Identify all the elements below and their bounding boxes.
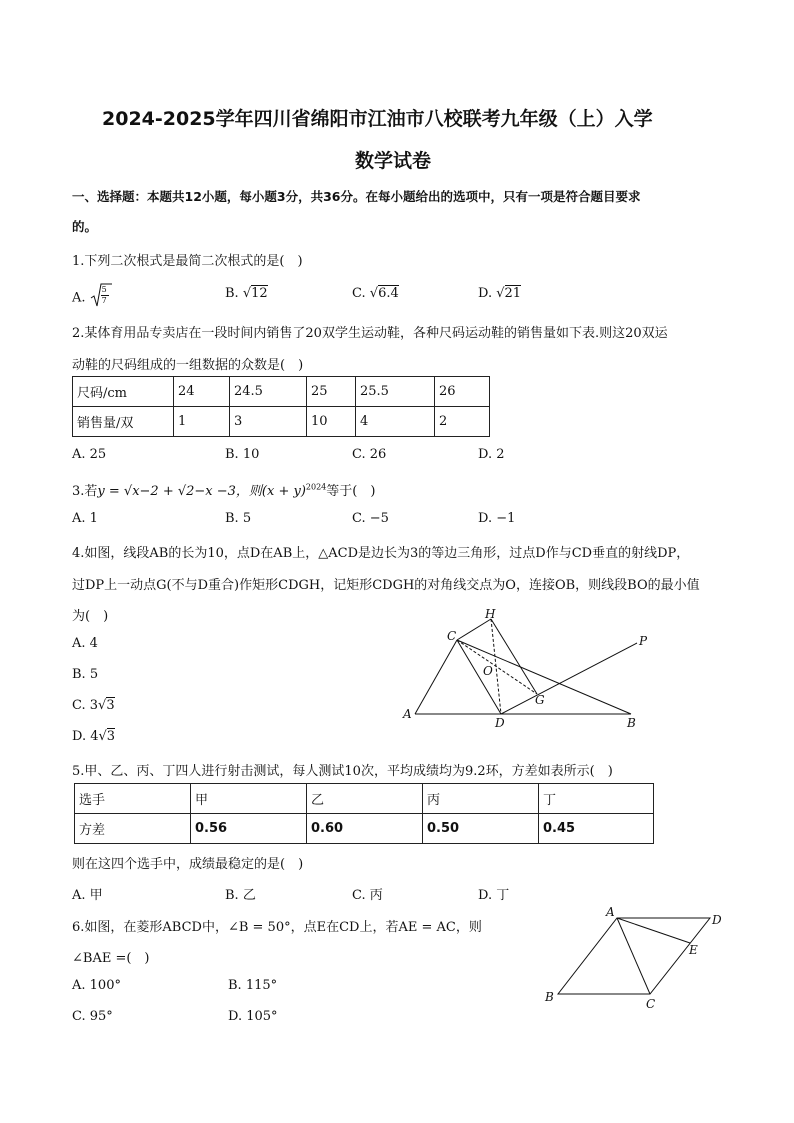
q4-option-a: A. 4	[72, 636, 98, 651]
q2-option-d: D. 2	[478, 447, 505, 462]
table-cell: 选手	[75, 784, 191, 814]
table-cell: 26	[435, 377, 490, 407]
q3-option-d: D. −1	[478, 511, 516, 526]
q1-stem: 1.下列二次根式是最简二次根式的是( )	[72, 254, 303, 269]
q1-option-b: B. √12	[225, 286, 268, 301]
q2-stem-line2: 动鞋的尺码组成的一组数据的众数是( )	[72, 358, 304, 373]
page-title: 2024-2025学年四川省绵阳市江油市八校联考九年级（上）入学	[102, 108, 653, 130]
q6-stem-line2: ∠BAE =( )	[72, 951, 150, 966]
table-row	[73, 407, 490, 437]
q6-option-d: D. 105°	[228, 1009, 278, 1024]
q5-option-b: B. 乙	[225, 888, 256, 903]
label-B: B	[545, 990, 554, 1004]
q2-table	[72, 376, 490, 437]
q3-option-b: B. 5	[225, 511, 252, 526]
label-O: O	[483, 664, 493, 678]
q1-option-a	[72, 286, 112, 310]
q4-stem-line1: 4.如图，线段AB的长为10，点D在AB上，△ACD是边长为3的等边三角形，过点D作与CD垂直的射线DP，	[72, 546, 690, 561]
radical-fraction: $\frac{5}{7}$	[90, 286, 112, 310]
table-row	[75, 784, 654, 814]
label-P: P	[639, 634, 648, 648]
table-cell: 丁	[539, 784, 654, 814]
table-cell: 24	[174, 377, 230, 407]
table-cell: 乙	[307, 784, 423, 814]
q5-stem: 5.甲、乙、丙、丁四人进行射击测试，每人测试10次，平均成绩均为9.2环，方差如表所示( )	[72, 764, 613, 779]
segment-CH	[457, 619, 491, 640]
label-D: D	[712, 913, 722, 927]
q5-option-d: D. 丁	[478, 888, 510, 903]
label-H: H	[485, 607, 496, 621]
table-cell: 24.5	[230, 377, 307, 407]
q4-stem-line3: 为( )	[72, 609, 109, 624]
table-cell: 25	[307, 377, 356, 407]
table-cell: 25.5	[356, 377, 435, 407]
label-A: A	[606, 905, 615, 919]
q4-option-d: D. 4√3	[72, 729, 116, 744]
ray-DP	[501, 643, 637, 714]
segment-AE	[617, 918, 690, 943]
table-cell: 尺码/cm	[73, 377, 174, 407]
q2-option-c: C. 26	[352, 447, 387, 462]
q4-option-c: C. 3√3	[72, 698, 115, 713]
table-cell: 3	[230, 407, 307, 437]
table-row	[73, 377, 490, 407]
q1-option-d: D. √21	[478, 286, 522, 301]
q2-stem-line1: 2.某体育用品专卖店在一段时间内销售了20双学生运动鞋，各种尺码运动鞋的销售量如下表.则这20双运	[72, 326, 668, 341]
label-C: C	[646, 997, 656, 1011]
label-G: G	[535, 693, 545, 707]
table-cell: 10	[307, 407, 356, 437]
table-cell: 2	[435, 407, 490, 437]
label-A: A	[403, 707, 412, 721]
q1-option-c: C. √6.4	[352, 286, 399, 301]
segment-AC	[415, 640, 457, 714]
table-cell: 0.56	[191, 814, 307, 844]
q2-option-b: B. 10	[225, 447, 260, 462]
q4-option-b: B. 5	[72, 667, 99, 682]
label-D: D	[495, 716, 505, 730]
q6-option-b: B. 115°	[228, 978, 278, 993]
table-cell: 丙	[423, 784, 539, 814]
q3-option-c: C. −5	[352, 511, 389, 526]
q2-option-a: A. 25	[72, 447, 107, 462]
table-cell: 甲	[191, 784, 307, 814]
q3-option-a: A. 1	[72, 511, 98, 526]
q6-option-a: A. 100°	[72, 978, 121, 993]
q5-table	[74, 783, 654, 844]
table-cell: 1	[174, 407, 230, 437]
q4-stem-line2: 过DP上一动点G(不与D重合)作矩形CDGH，记矩形CDGH的对角线交点为O，连接OB，则线段BO的最小值	[72, 578, 700, 593]
q5-option-c: C. 丙	[352, 888, 383, 903]
q6-option-c: C. 95°	[72, 1009, 113, 1024]
option-label: A.	[72, 290, 86, 306]
label-B: B	[627, 716, 636, 730]
table-cell: 0.60	[307, 814, 423, 844]
table-row	[75, 814, 654, 844]
q6-stem-line1: 6.如图，在菱形ABCD中，∠B = 50°，点E在CD上，若AE = AC，则	[72, 920, 482, 935]
table-cell: 0.50	[423, 814, 539, 844]
q4-geometry-figure	[395, 600, 655, 735]
q5-option-a: A. 甲	[72, 888, 103, 903]
segment-HG	[491, 619, 537, 694]
segment-AC	[617, 918, 650, 994]
section-heading: 一、选择题：本题共12小题，每小题3分，共36分。在每小题给出的选项中，只有一项是符合题目要求	[72, 189, 641, 204]
table-cell: 4	[356, 407, 435, 437]
label-E: E	[689, 943, 698, 957]
q5-question: 则在这四个选手中，成绩最稳定的是( )	[72, 857, 304, 872]
page-subtitle: 数学试卷	[355, 150, 432, 172]
table-cell: 销售量/双	[73, 407, 174, 437]
section-heading-cont: 的。	[72, 219, 98, 234]
diagonal-CG	[457, 640, 537, 694]
table-cell: 方差	[75, 814, 191, 844]
q3-stem: 3.若y = √x−2 + √2−x −3，则$(x + y)^{2024}$等于( )	[72, 482, 376, 499]
label-C: C	[447, 629, 457, 643]
table-cell: 0.45	[539, 814, 654, 844]
q6-rhombus-figure	[540, 900, 740, 1015]
